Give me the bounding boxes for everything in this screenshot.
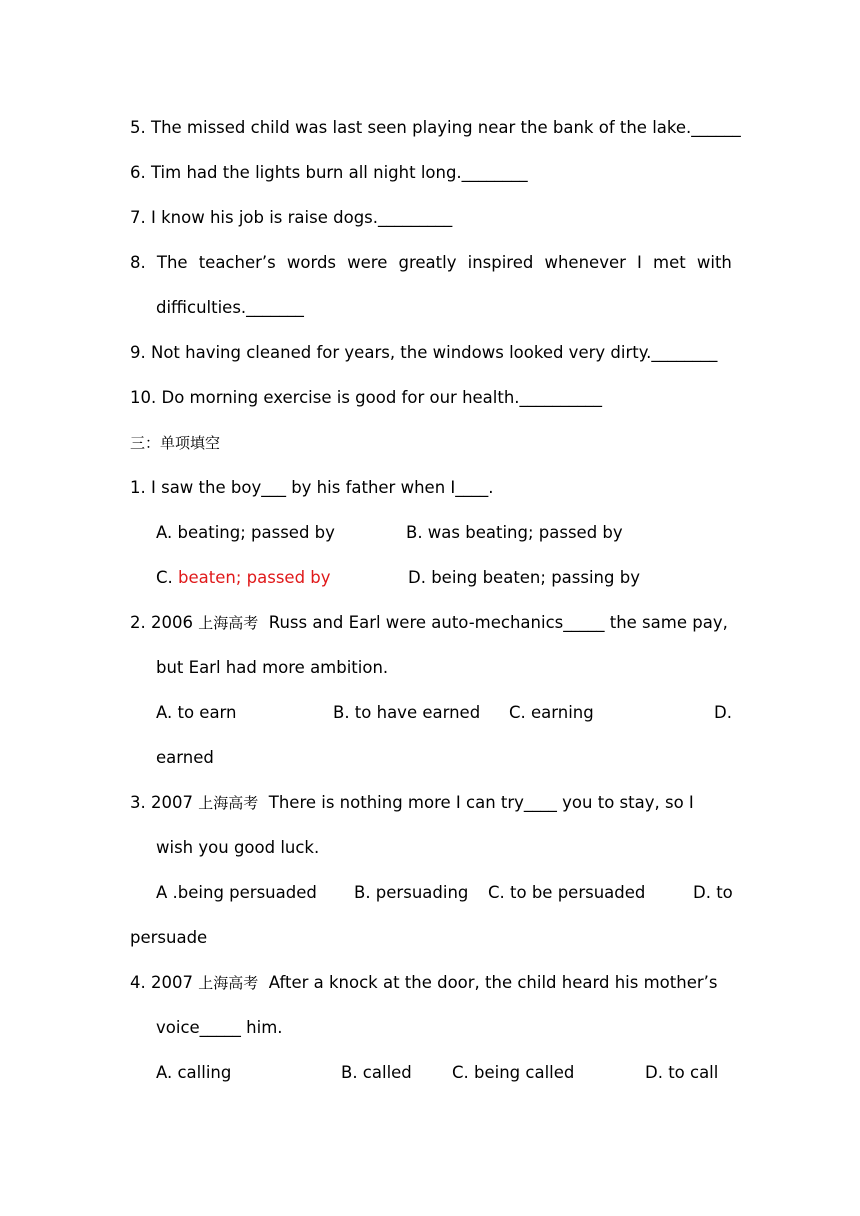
question-1-stem: 1. I saw the boy___ by his father when I____. (130, 478, 494, 497)
option-letter: C. (156, 568, 179, 587)
question-3-option-b: B. persuading (354, 883, 469, 902)
question-4-option-d: D. to call (645, 1063, 719, 1082)
question-2-option-d-cont: earned (156, 748, 214, 767)
question-4-option-b: B. called (341, 1063, 412, 1082)
word: greatly (398, 253, 457, 272)
word: met (653, 253, 686, 272)
question-3-option-a: A .being persuaded (156, 883, 317, 902)
question-2-option-b: B. to have earned (333, 703, 481, 722)
question-3-stem-line-2: wish you good luck. (156, 838, 320, 857)
question-4-option-a: A. calling (156, 1063, 232, 1082)
item-8-line-2: difficulties._______ (156, 298, 304, 317)
source-label: 上海高考 (198, 974, 259, 992)
item-9: 9. Not having cleaned for years, the windows looked very dirty.________ (130, 343, 718, 362)
word: The (156, 253, 188, 272)
source-label: 上海高考 (198, 794, 259, 812)
question-1-option-b: B. was beating; passed by (406, 523, 623, 542)
question-2-option-a: A. to earn (156, 703, 237, 722)
word: 8. (130, 253, 146, 272)
word: I (637, 253, 642, 272)
question-3-stem (130, 791, 694, 815)
item-10: 10. Do morning exercise is good for our health.__________ (130, 388, 603, 407)
question-2-option-d: D. (714, 703, 732, 722)
question-1-option-a: A. beating; passed by (156, 523, 335, 542)
question-1-option-c (156, 566, 331, 590)
question-4-stem (130, 971, 717, 995)
question-2-stem-line-2: but Earl had more ambition. (156, 658, 389, 677)
question-number: 4. 2007 (130, 973, 193, 992)
word: inspired (467, 253, 534, 272)
item-8-line-1 (130, 251, 732, 275)
stem-text: Russ and Earl were auto-mechanics_____ the same pay, (268, 613, 728, 632)
word: teacher’s (198, 253, 276, 272)
item-5: 5. The missed child was last seen playing near the bank of the lake.______ (130, 118, 741, 137)
item-7: 7. I know his job is raise dogs._________ (130, 208, 453, 227)
source-label: 上海高考 (198, 614, 259, 632)
word: words (286, 253, 337, 272)
question-3-option-d-cont: persuade (130, 928, 208, 947)
section-heading: 三：单项填空 (130, 434, 221, 452)
word: whenever (544, 253, 626, 272)
question-3-option-d: D. to (693, 883, 733, 902)
item-6: 6. Tim had the lights burn all night long.________ (130, 163, 528, 182)
answer-text: beaten; passed by (178, 568, 331, 587)
stem-text: There is nothing more I can try____ you to stay, so I (268, 793, 694, 812)
question-4-stem-line-2: voice_____ him. (156, 1018, 283, 1037)
word: were (347, 253, 388, 272)
question-3-option-c: C. to be persuaded (488, 883, 646, 902)
question-4-option-c: C. being called (452, 1063, 575, 1082)
question-2-option-c: C. earning (509, 703, 594, 722)
question-2-stem (130, 611, 728, 635)
stem-text: After a knock at the door, the child heard his mother’s (268, 973, 718, 992)
question-1-option-d: D. being beaten; passing by (408, 568, 640, 587)
word: with (696, 253, 732, 272)
question-number: 3. 2007 (130, 793, 193, 812)
question-number: 2. 2006 (130, 613, 193, 632)
